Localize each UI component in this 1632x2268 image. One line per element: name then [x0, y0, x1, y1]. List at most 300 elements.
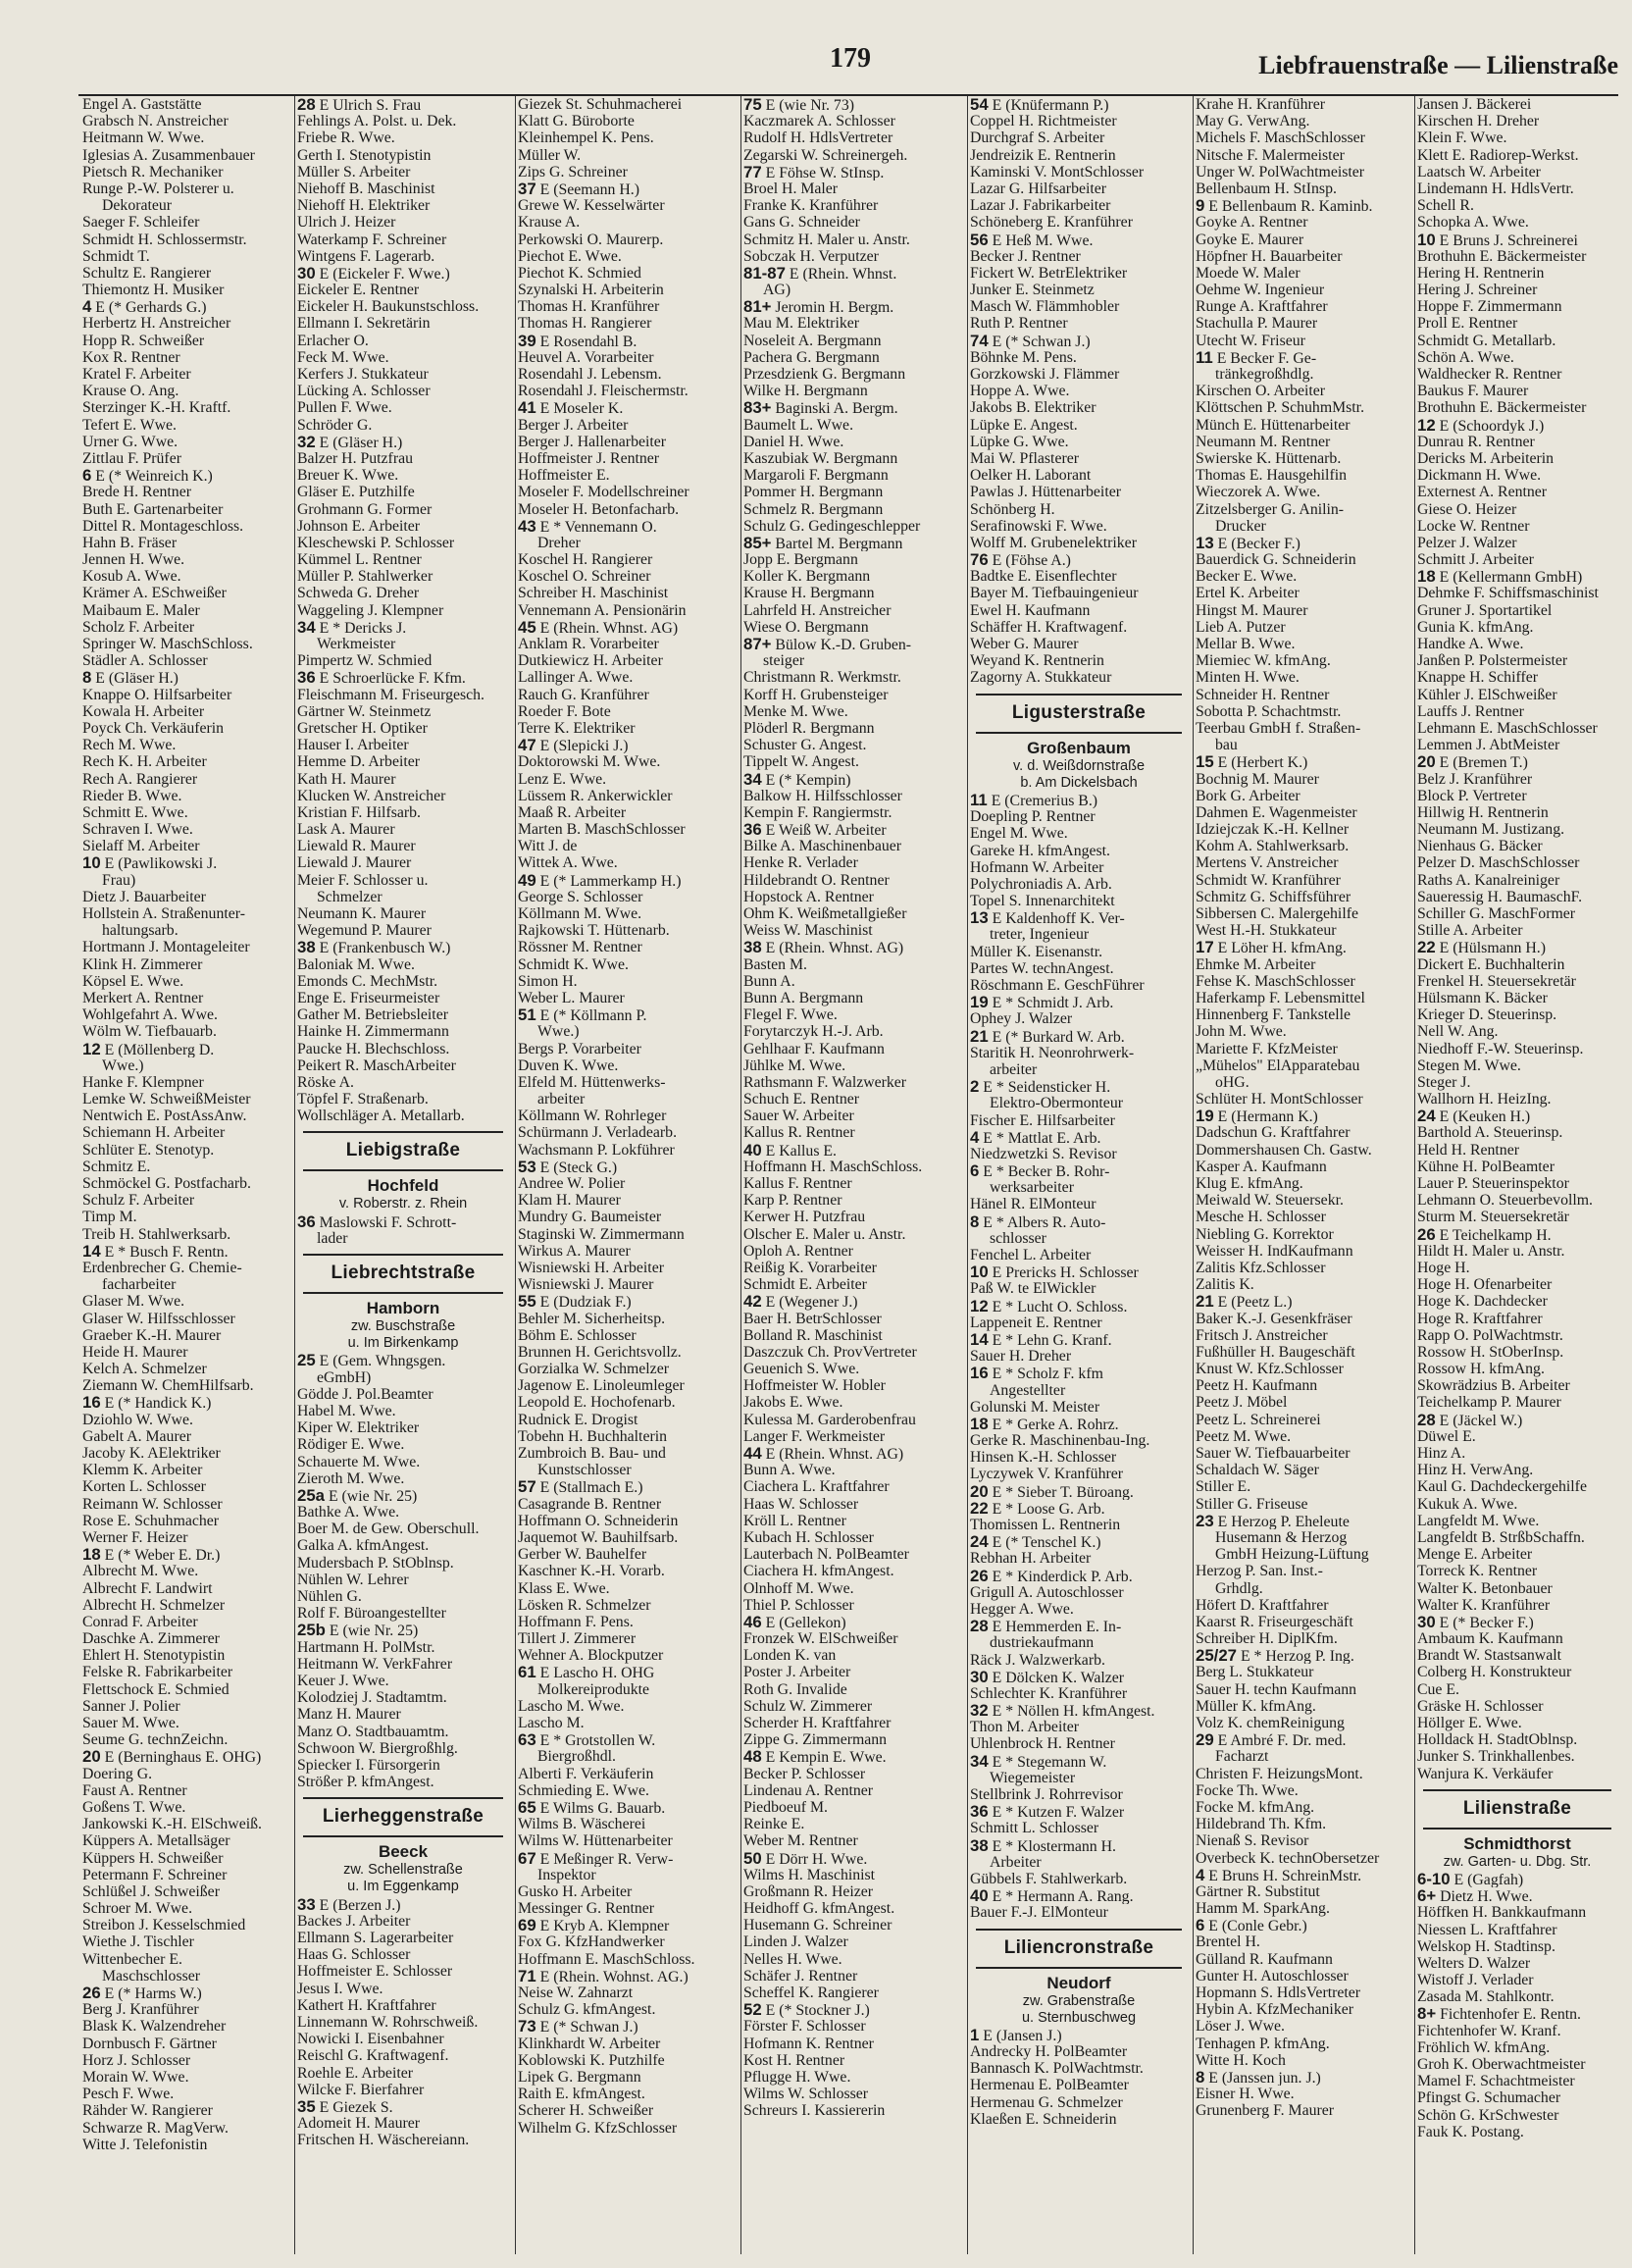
directory-entry: Bilke A. Maschinenbauer — [743, 838, 901, 855]
directory-entry: Dickmann H. Wwe. — [1417, 467, 1542, 485]
house-number: 22 — [1417, 939, 1436, 956]
directory-entry: Tenhagen P. kfmAng. — [1196, 2035, 1330, 2052]
directory-entry: Nowicki I. Eisenbahner — [297, 2031, 444, 2048]
street-heading: Liliencronstraße — [976, 1929, 1182, 1969]
directory-entry: Gans G. Schneider — [743, 214, 860, 232]
directory-entry: Krause A. — [518, 214, 581, 232]
entry-continuation: arbeiter — [990, 1060, 1038, 1078]
directory-entry: Sauer W. Arbeiter — [743, 1108, 854, 1125]
directory-entry: Lindenau A. Rentner — [743, 1781, 874, 1799]
directory-entry: Ciachera H. kfmAngest. — [743, 1563, 894, 1580]
directory-entry: Coppel H. Richtmeister — [970, 113, 1117, 130]
directory-entry: Becker E. Wwe. — [1196, 568, 1298, 586]
directory-entry: Wisniewski J. Maurer — [518, 1276, 654, 1294]
house-number: 52 — [743, 2001, 762, 2019]
directory-entry: Wirkus A. Maurer — [518, 1242, 631, 1260]
street-location: zw. Schellenstraße — [343, 1862, 463, 1879]
directory-entry: Lask A. Maurer — [297, 821, 395, 839]
directory-entry: Hartmann H. PolMstr. — [297, 1638, 435, 1656]
house-entry: 34 E * Dericks J. — [297, 618, 407, 636]
directory-entry: Schmidt W. Kranführer — [1196, 871, 1341, 889]
directory-entry: Glaser M. Wwe. — [82, 1293, 185, 1311]
directory-entry: Hortmann J. Montageleiter — [82, 939, 250, 956]
house-number: 36 — [970, 1803, 989, 1821]
directory-entry: Ciachera L. Kraftfahrer — [743, 1478, 890, 1496]
directory-entry: Skowrädzius B. Arbeiter — [1417, 1377, 1570, 1395]
house-entry: 32 E (Gläser H.) — [297, 433, 403, 450]
directory-entry: Langfeldt B. StrßbSchaffn. — [1417, 1528, 1585, 1546]
directory-entry: Höllger E. Wwe. — [1417, 1715, 1522, 1731]
directory-entry: Flettschock E. Schmied — [82, 1680, 230, 1698]
directory-entry: Neumann M. Justizang. — [1417, 821, 1565, 839]
house-entry: 21 E (* Burkard W. Arb. — [970, 1027, 1125, 1045]
directory-entry: Gareke H. kfmAngest. — [970, 842, 1111, 859]
directory-entry: Lahrfeld H. Anstreicher — [743, 601, 892, 619]
house-entry: 57 E (Stallmach E.) — [518, 1478, 643, 1496]
house-entry: 9 E Bellenbaum R. Kaminb. — [1196, 197, 1373, 215]
entry-continuation: treter, Ingenieur — [990, 926, 1090, 944]
directory-entry: Wehner A. Blockputzer — [518, 1647, 664, 1665]
directory-entry: Pachera G. Bergmann — [743, 348, 880, 366]
house-entry: 13 E (Becker F.) — [1196, 534, 1300, 552]
directory-entry: Goyke E. Maurer — [1196, 231, 1304, 248]
house-entry: 18 E * Gerke A. Rohrz. — [970, 1415, 1119, 1433]
directory-entry: Haas G. Schlosser — [297, 1946, 411, 1964]
directory-entry: Simon H. — [518, 972, 578, 990]
house-number: 20 — [82, 1748, 101, 1766]
directory-entry: Mesche H. Schlosser — [1196, 1209, 1326, 1226]
directory-entry: Christmann R. Werkmstr. — [743, 669, 901, 687]
column-7 — [1414, 96, 1619, 2254]
house-number: 12 — [82, 1040, 101, 1057]
house-number: 32 — [970, 1702, 989, 1720]
house-entry: 77 E Föhse W. StInsp. — [743, 163, 885, 180]
directory-entry: Barthold A. Steuerinsp. — [1417, 1124, 1563, 1142]
house-entry: 83+ Baginski A. Bergm. — [743, 399, 898, 417]
directory-entry: Focke Th. Wwe. — [1196, 1781, 1299, 1799]
house-entry: 28 E (Jäckel W.) — [1417, 1411, 1523, 1428]
directory-entry: Maaß R. Arbeiter — [518, 803, 627, 821]
directory-entry: Pietsch R. Mechaniker — [82, 163, 224, 180]
directory-entry: Schell R. — [1417, 197, 1474, 215]
directory-entry: Küppers A. Metallsäger — [82, 1832, 230, 1850]
directory-entry: Urner G. Wwe. — [82, 433, 178, 450]
directory-entry: Goyke A. Rentner — [1196, 214, 1308, 232]
directory-entry: Städler A. Schlosser — [82, 652, 208, 670]
directory-entry: Adomeit H. Maurer — [297, 2115, 421, 2133]
directory-entry: Peetz L. Schreinerei — [1196, 1411, 1321, 1428]
directory-entry: Reischl G. Kraftwagenf. — [297, 2047, 449, 2065]
house-entry: 49 E (* Lammerkamp H.) — [518, 871, 682, 889]
house-number: 16 — [82, 1394, 101, 1412]
directory-entry: Koller K. Bergmann — [743, 568, 871, 586]
directory-entry: Niedzwetzki S. Revisor — [970, 1145, 1117, 1162]
directory-entry: Dericks M. Arbeiterin — [1417, 449, 1555, 467]
directory-entry: Hopp R. Schweißer — [82, 332, 205, 349]
directory-entry: Schmöckel G. Postfacharb. — [82, 1175, 251, 1192]
directory-entry: Jendreizik E. Rentnerin — [970, 146, 1116, 164]
directory-entry: Johnson E. Arbeiter — [297, 517, 421, 535]
directory-entry: Hingst M. Maurer — [1196, 601, 1308, 619]
directory-entry: Paucke H. Blechschloss. — [297, 1040, 450, 1057]
house-number: 36 — [743, 821, 762, 839]
house-entry: 63 E * Grotstollen W. — [518, 1731, 656, 1749]
directory-entry: Peetz M. Wwe. — [1196, 1427, 1292, 1445]
directory-columns — [80, 96, 1618, 2254]
directory-entry: Hoffmeister W. Hobler — [743, 1377, 886, 1395]
directory-entry: Stiller E. — [1196, 1478, 1251, 1496]
directory-entry: Rech K. H. Arbeiter — [82, 753, 207, 771]
directory-entry: Noseleit A. Bergmann — [743, 332, 882, 349]
house-entry: 26 E * Kinderdick P. Arb. — [970, 1567, 1133, 1584]
directory-entry: Hoffmeister E. Schlosser — [297, 1963, 453, 1981]
directory-entry: Piechot K. Schmied — [518, 264, 641, 282]
house-entry: 18 E (* Weber E. Dr.) — [82, 1546, 221, 1564]
directory-entry: Erdenbrecher G. Chemie- — [82, 1259, 242, 1276]
directory-entry: Olscher E. Maler u. Anstr. — [743, 1225, 906, 1243]
house-entry: 43 E * Vennemann O. — [518, 517, 657, 535]
directory-entry: Hopstock A. Rentner — [743, 888, 874, 905]
directory-entry: Schlüßel J. Schweißer — [82, 1882, 220, 1900]
house-number: 29 — [1196, 1731, 1214, 1749]
directory-entry: West H.-H. Stukkateur — [1196, 922, 1337, 940]
directory-entry: Röske A. — [297, 1073, 354, 1091]
directory-entry: Ohm K. Weißmetallgießer — [743, 905, 907, 922]
directory-entry: Lauer P. Steuerinspektor — [1417, 1175, 1569, 1192]
directory-entry: Bauerdick G. Schneiderin — [1196, 551, 1356, 569]
house-entry: 36 E Weiß W. Arbeiter — [743, 821, 887, 839]
directory-entry: Conrad F. Arbeiter — [82, 1613, 198, 1630]
directory-entry: Mamel F. Schachtmeister — [1417, 2073, 1575, 2090]
directory-entry: Hering H. Rentnerin — [1417, 264, 1545, 282]
directory-entry: Wistoff J. Verlader — [1417, 1972, 1534, 1989]
directory-entry: Rieder B. Wwe. — [82, 787, 182, 804]
directory-entry: Hoge H. Ofenarbeiter — [1417, 1276, 1553, 1294]
directory-entry: Weber G. Maurer — [970, 636, 1079, 652]
directory-entry: Brothuhn E. Bäckermeister — [1417, 399, 1587, 417]
directory-entry: Rossow H. StOberInsp. — [1417, 1343, 1564, 1361]
directory-entry: Bathke A. Wwe. — [297, 1504, 400, 1521]
house-number: 4 — [82, 298, 92, 316]
directory-entry: Schuch E. Rentner — [743, 1091, 860, 1108]
directory-entry: Schopka A. Wwe. — [1417, 214, 1529, 232]
house-number: 40 — [970, 1887, 989, 1905]
directory-entry: Dornbusch F. Gärtner — [82, 2035, 217, 2052]
directory-entry: Proll E. Rentner — [1417, 315, 1518, 333]
street-location: zw. Garten- u. Dbg. Str. — [1443, 1853, 1592, 1870]
directory-entry: Uhlenbrock H. Rentner — [970, 1735, 1115, 1753]
directory-entry: Förster F. Schlosser — [743, 2018, 866, 2036]
directory-entry: Thomas E. Hausgehilfin — [1196, 467, 1347, 485]
directory-entry: Hinsen K.-H. Schlosser — [970, 1449, 1117, 1467]
directory-entry: Albrecht M. Wwe. — [82, 1563, 199, 1580]
house-entry: 4 E (* Gerhards G.) — [82, 298, 207, 316]
directory-entry: Reinke E. — [743, 1816, 805, 1833]
directory-entry: Weisser H. IndKaufmann — [1196, 1242, 1353, 1260]
house-number: 38 — [743, 939, 762, 956]
directory-entry: Hänel R. ElMonteur — [970, 1196, 1096, 1213]
house-entry: 1 E (Jansen J.) — [970, 2026, 1062, 2044]
house-entry: 21 E (Peetz L.) — [1196, 1293, 1293, 1311]
directory-entry: Wilms B. Wäscherei — [518, 1816, 646, 1833]
directory-entry: Albrecht H. Schmelzer — [82, 1596, 226, 1614]
directory-entry: Gödde J. Pol.Beamter — [297, 1385, 434, 1403]
directory-entry: Jankowski K.-H. ElSchweiß. — [82, 1816, 262, 1833]
entry-continuation: werksarbeiter — [990, 1179, 1074, 1197]
directory-entry: Gärtner R. Substitut — [1196, 1882, 1320, 1900]
directory-entry: Runge A. Kraftfahrer — [1196, 298, 1328, 316]
directory-entry: Weiss W. Maschinist — [743, 922, 873, 940]
directory-entry: Margaroli F. Bergmann — [743, 467, 889, 485]
directory-entry: Langfeldt M. Wwe. — [1417, 1512, 1540, 1529]
column-3 — [515, 96, 738, 2254]
directory-entry: Spiecker I. Fürsorgerin — [297, 1756, 440, 1774]
house-number: 6 — [1196, 1917, 1205, 1934]
directory-entry: Roeder F. Bote — [518, 702, 611, 720]
house-entry: 46 E (Gellekon) — [743, 1613, 846, 1631]
entry-continuation: eGmbH) — [317, 1368, 372, 1386]
directory-entry: Gerth I. Stenotypistin — [297, 146, 432, 164]
house-entry: 10 E Bruns J. Schreinerei — [1417, 231, 1578, 248]
directory-entry: Roth G. Invalide — [743, 1680, 847, 1698]
house-number: 28 — [297, 96, 316, 114]
directory-entry: Thiel P. Schlosser — [743, 1596, 854, 1614]
house-entry: 8+ Fichtenhofer E. Rentn. — [1417, 2005, 1581, 2023]
directory-entry: Heide H. Maurer — [82, 1343, 188, 1361]
directory-entry: Scherer H. Schweißer — [518, 2102, 654, 2120]
house-number: 76 — [970, 551, 989, 569]
house-number: 21 — [970, 1027, 989, 1045]
entry-continuation: Maschschlosser — [102, 1967, 201, 1984]
directory-entry: Schulz W. Zimmerer — [743, 1697, 873, 1715]
house-number: 15 — [1196, 753, 1214, 771]
entry-continuation: Biergroßhdl. — [537, 1748, 617, 1766]
directory-entry: Eickeler H. Baukunstschloss. — [297, 298, 480, 316]
directory-entry: Gorzialka W. Schmelzer — [518, 1361, 669, 1378]
directory-entry: Schürmann J. Verladearb. — [518, 1124, 678, 1142]
house-number: 6 — [82, 467, 92, 485]
directory-entry: Schröder G. — [297, 416, 373, 434]
directory-entry: Hoffmeister E. — [518, 467, 610, 485]
directory-entry: Stegen M. Wwe. — [1417, 1057, 1521, 1074]
directory-entry: Wegemund P. Maurer — [297, 922, 432, 940]
directory-entry: Mau M. Elektriker — [743, 315, 860, 333]
directory-entry: Heitmann W. Wwe. — [82, 129, 205, 147]
directory-entry: Knappe H. Schiffer — [1417, 669, 1538, 687]
directory-entry: Heitmann W. VerkFahrer — [297, 1655, 453, 1673]
house-number: 14 — [82, 1242, 101, 1260]
directory-entry: Schmitz E. — [82, 1158, 151, 1175]
directory-entry: John M. Wwe. — [1196, 1023, 1287, 1041]
directory-entry: Bunn A. Bergmann — [743, 989, 864, 1006]
directory-entry: Klinkhardt W. Arbeiter — [518, 2035, 661, 2052]
directory-entry: Fichtenhofer W. Kranf. — [1417, 2022, 1561, 2039]
directory-entry: Schreiber H. Maschinist — [518, 585, 669, 602]
house-entry: 4 E Bruns H. SchreinMstr. — [1196, 1866, 1362, 1883]
directory-entry: Hoffmann H. MaschSchloss. — [743, 1158, 923, 1175]
directory-entry: Balzer H. Putzfrau — [297, 449, 413, 467]
directory-entry: Saeger F. Schleifer — [82, 214, 200, 232]
directory-entry: Gretscher H. Optiker — [297, 719, 428, 737]
directory-entry: Ellmann I. Sekretärin — [297, 315, 431, 333]
directory-entry: Krämer A. ESchweißer — [82, 585, 227, 602]
directory-entry: Eisner H. Wwe. — [1196, 2086, 1295, 2103]
district-name: Hochfeld — [367, 1176, 439, 1196]
directory-entry: Gülland R. Kaufmann — [1196, 1950, 1333, 1968]
directory-entry: Pawlas J. Hüttenarbeiter — [970, 484, 1121, 501]
directory-entry: Linden J. Walzer — [743, 1933, 848, 1951]
directory-entry: Hildt H. Maler u. Anstr. — [1417, 1242, 1565, 1260]
directory-entry: Kolodziej J. Stadtamtm. — [297, 1689, 447, 1707]
directory-entry: Przesdzienk G. Bergmann — [743, 366, 906, 383]
directory-entry: Kost H. Rentner — [743, 2051, 845, 2069]
directory-entry: Graeber K.-H. Maurer — [82, 1326, 222, 1344]
directory-entry: Kox R. Rentner — [82, 348, 180, 366]
directory-entry: Düwel E. — [1417, 1427, 1476, 1445]
directory-entry: Kaarst R. Friseurgeschäft — [1196, 1613, 1353, 1630]
directory-entry: Nienhaus G. Bäcker — [1417, 838, 1543, 855]
house-number: 4 — [1196, 1866, 1205, 1883]
directory-entry: Schmelz R. Bergmann — [743, 500, 884, 518]
directory-entry: Hoge H. — [1417, 1259, 1470, 1276]
directory-entry: Merkert A. Rentner — [82, 989, 204, 1006]
directory-entry: Horz J. Schlosser — [82, 2051, 191, 2069]
directory-entry: Handke A. Wwe. — [1417, 636, 1524, 652]
directory-entry: Schiller G. MaschFormer — [1417, 905, 1576, 922]
directory-entry: Hinz H. VerwAng. — [1417, 1462, 1534, 1479]
directory-entry: Keuer J. Wwe. — [297, 1672, 389, 1689]
directory-entry: Kubach H. Schlosser — [743, 1528, 874, 1546]
house-entry: 56 E Heß M. Wwe. — [970, 231, 1094, 248]
street-location: u. Im Eggenkamp — [347, 1879, 459, 1895]
house-entry: 76 E (Föhse A.) — [970, 551, 1071, 569]
house-entry: 38 E * Klostermann H. — [970, 1836, 1116, 1854]
house-number: 55 — [518, 1293, 536, 1311]
directory-entry: Mellar B. Wwe. — [1196, 636, 1296, 652]
entry-continuation: Wiegemeister — [990, 1769, 1076, 1786]
directory-entry: Rauch G. Kranführer — [518, 686, 649, 703]
directory-entry: Frenkel H. Steuersekretär — [1417, 972, 1576, 990]
house-number: 17 — [1196, 939, 1214, 956]
house-entry: 32 E * Nöllen H. kfmAngest. — [970, 1702, 1155, 1720]
directory-entry: Menke M. Wwe. — [743, 702, 848, 720]
directory-entry: Dziohlo W. Wwe. — [82, 1411, 193, 1428]
house-number: 11 — [970, 791, 988, 809]
directory-entry: Focke M. kfmAng. — [1196, 1798, 1315, 1816]
directory-entry: Andree W. Polier — [518, 1175, 626, 1192]
house-entry: 12 E * Lucht O. Schloss. — [970, 1297, 1128, 1314]
directory-entry: Mundry G. Baumeister — [518, 1209, 662, 1226]
directory-entry: Vennemann A. Pensionärin — [518, 601, 687, 619]
street-location: v. Roberstr. z. Rhein — [338, 1196, 468, 1212]
directory-entry: Streibon J. Kesselschmied — [82, 1917, 246, 1934]
entry-continuation: Molkereiprodukte — [537, 1680, 650, 1698]
directory-entry: Jaquemot W. Bauhilfsarb. — [518, 1528, 679, 1546]
directory-entry: Oehme W. Ingenieur — [1196, 282, 1325, 299]
directory-entry: Lehmann O. Steuerbevollm. — [1417, 1192, 1593, 1210]
directory-entry: Schuster G. Angest. — [743, 737, 867, 754]
directory-entry: Töpfel F. Straßenarb. — [297, 1091, 429, 1108]
street-location: zw. Buschstraße — [350, 1318, 456, 1334]
directory-entry: Lösken R. Schmelzer — [518, 1596, 651, 1614]
directory-entry: Koschel H. Rangierer — [518, 551, 653, 569]
entry-continuation: Dreher — [537, 534, 581, 551]
house-entry: 36 E Schroerlücke F. Kfm. — [297, 669, 466, 687]
directory-entry: Grunenberg F. Maurer — [1196, 2102, 1335, 2120]
directory-entry: Rudolf H. HdlsVertreter — [743, 129, 893, 147]
directory-entry: Treib H. Stahlwerksarb. — [82, 1225, 231, 1243]
directory-entry: Durchgraf S. Arbeiter — [970, 129, 1105, 147]
street-location: b. Am Dickelsbach — [1020, 774, 1138, 791]
directory-entry: Menge E. Arbeiter — [1417, 1546, 1533, 1564]
directory-entry: Schön A. Wwe. — [1417, 348, 1514, 366]
house-entry: 12 E (Schoordyk J.) — [1417, 416, 1545, 434]
directory-entry: Poster J. Arbeiter — [743, 1664, 851, 1681]
directory-entry: Kaszubiak W. Bergmann — [743, 449, 898, 467]
house-entry: 35 E Giezek S. — [297, 2097, 393, 2116]
directory-entry: Haferkamp F. Lebensmittel — [1196, 989, 1365, 1006]
house-entry: 37 E (Seemann H.) — [518, 180, 639, 198]
directory-entry: Unger W. PolWachtmeister — [1196, 163, 1365, 180]
directory-entry: Brothuhn E. Bäckermeister — [1417, 247, 1587, 265]
directory-entry: Bork G. Arbeiter — [1196, 787, 1300, 804]
entry-continuation: GmbH Heizung-Lüftung — [1215, 1546, 1369, 1564]
directory-entry: Kathert H. Kraftfahrer — [297, 1996, 436, 2014]
directory-entry: Marten B. MaschSchlosser — [518, 821, 686, 839]
directory-entry: Pommer H. Bergmann — [743, 484, 884, 501]
directory-entry: Perkowski O. Maurerp. — [518, 231, 664, 248]
directory-entry: Gübbels F. Stahlwerkarb. — [970, 1870, 1128, 1887]
directory-entry: Gerke R. Maschinenbau-Ing. — [970, 1432, 1150, 1450]
directory-entry: Thomas H. Kranführer — [518, 298, 660, 316]
directory-entry: Klaeßen E. Schneiderin — [970, 2110, 1117, 2128]
directory-entry: Gusko H. Arbeiter — [518, 1882, 633, 1900]
house-entry: 38 E (Frankenbusch W.) — [297, 939, 451, 956]
directory-entry: Wiethe J. Tischler — [82, 1933, 194, 1951]
directory-entry: Eickeler E. Rentner — [297, 282, 420, 299]
house-entry: 41 E Moseler K. — [518, 399, 624, 417]
directory-entry: Becker P. Schlosser — [743, 1765, 866, 1782]
directory-entry: Dadschun G. Kraftfahrer — [1196, 1124, 1351, 1142]
directory-entry: Baloniak M. Wwe. — [297, 955, 415, 973]
directory-entry: Anklam R. Vorarbeiter — [518, 636, 659, 652]
directory-entry: Berg J. Kranführer — [82, 2001, 199, 2019]
directory-entry: Faust A. Rentner — [82, 1781, 187, 1799]
directory-entry: Fenchel L. Arbeiter — [970, 1247, 1092, 1263]
directory-entry: Kowala H. Arbeiter — [82, 702, 205, 720]
directory-entry: Peetz J. Möbel — [1196, 1394, 1288, 1412]
entry-continuation: Frau) — [102, 871, 136, 889]
house-entry: 26 E (* Harms W.) — [82, 1984, 202, 2002]
directory-entry: Staginski W. Zimmermann — [518, 1225, 685, 1243]
column-2 — [294, 96, 511, 2254]
house-entry: 34 E * Stegemann W. — [970, 1752, 1107, 1770]
directory-entry: Schmidt K. Wwe. — [518, 955, 629, 973]
directory-entry: Lücking A. Schlosser — [297, 383, 431, 400]
directory-entry: Kallus R. Rentner — [743, 1124, 855, 1142]
directory-entry: Köllmann W. Rohrleger — [518, 1108, 667, 1125]
directory-entry: Partes W. technAngest. — [970, 959, 1114, 977]
directory-entry: Wohlgefahrt A. Wwe. — [82, 1006, 218, 1024]
directory-entry: Müller W. — [518, 146, 582, 164]
directory-entry: Laatsch W. Arbeiter — [1417, 163, 1541, 180]
directory-entry: Gorzkowski J. Flämmer — [970, 366, 1120, 383]
directory-entry: Böhm E. Schlosser — [518, 1326, 637, 1344]
house-number: 33 — [297, 1895, 316, 1913]
directory-entry: Nentwich E. PostAssAnw. — [82, 1108, 247, 1125]
directory-entry: Fritsch J. Anstreicher — [1196, 1326, 1328, 1344]
directory-entry: Topel S. Innenarchitekt — [970, 893, 1115, 910]
